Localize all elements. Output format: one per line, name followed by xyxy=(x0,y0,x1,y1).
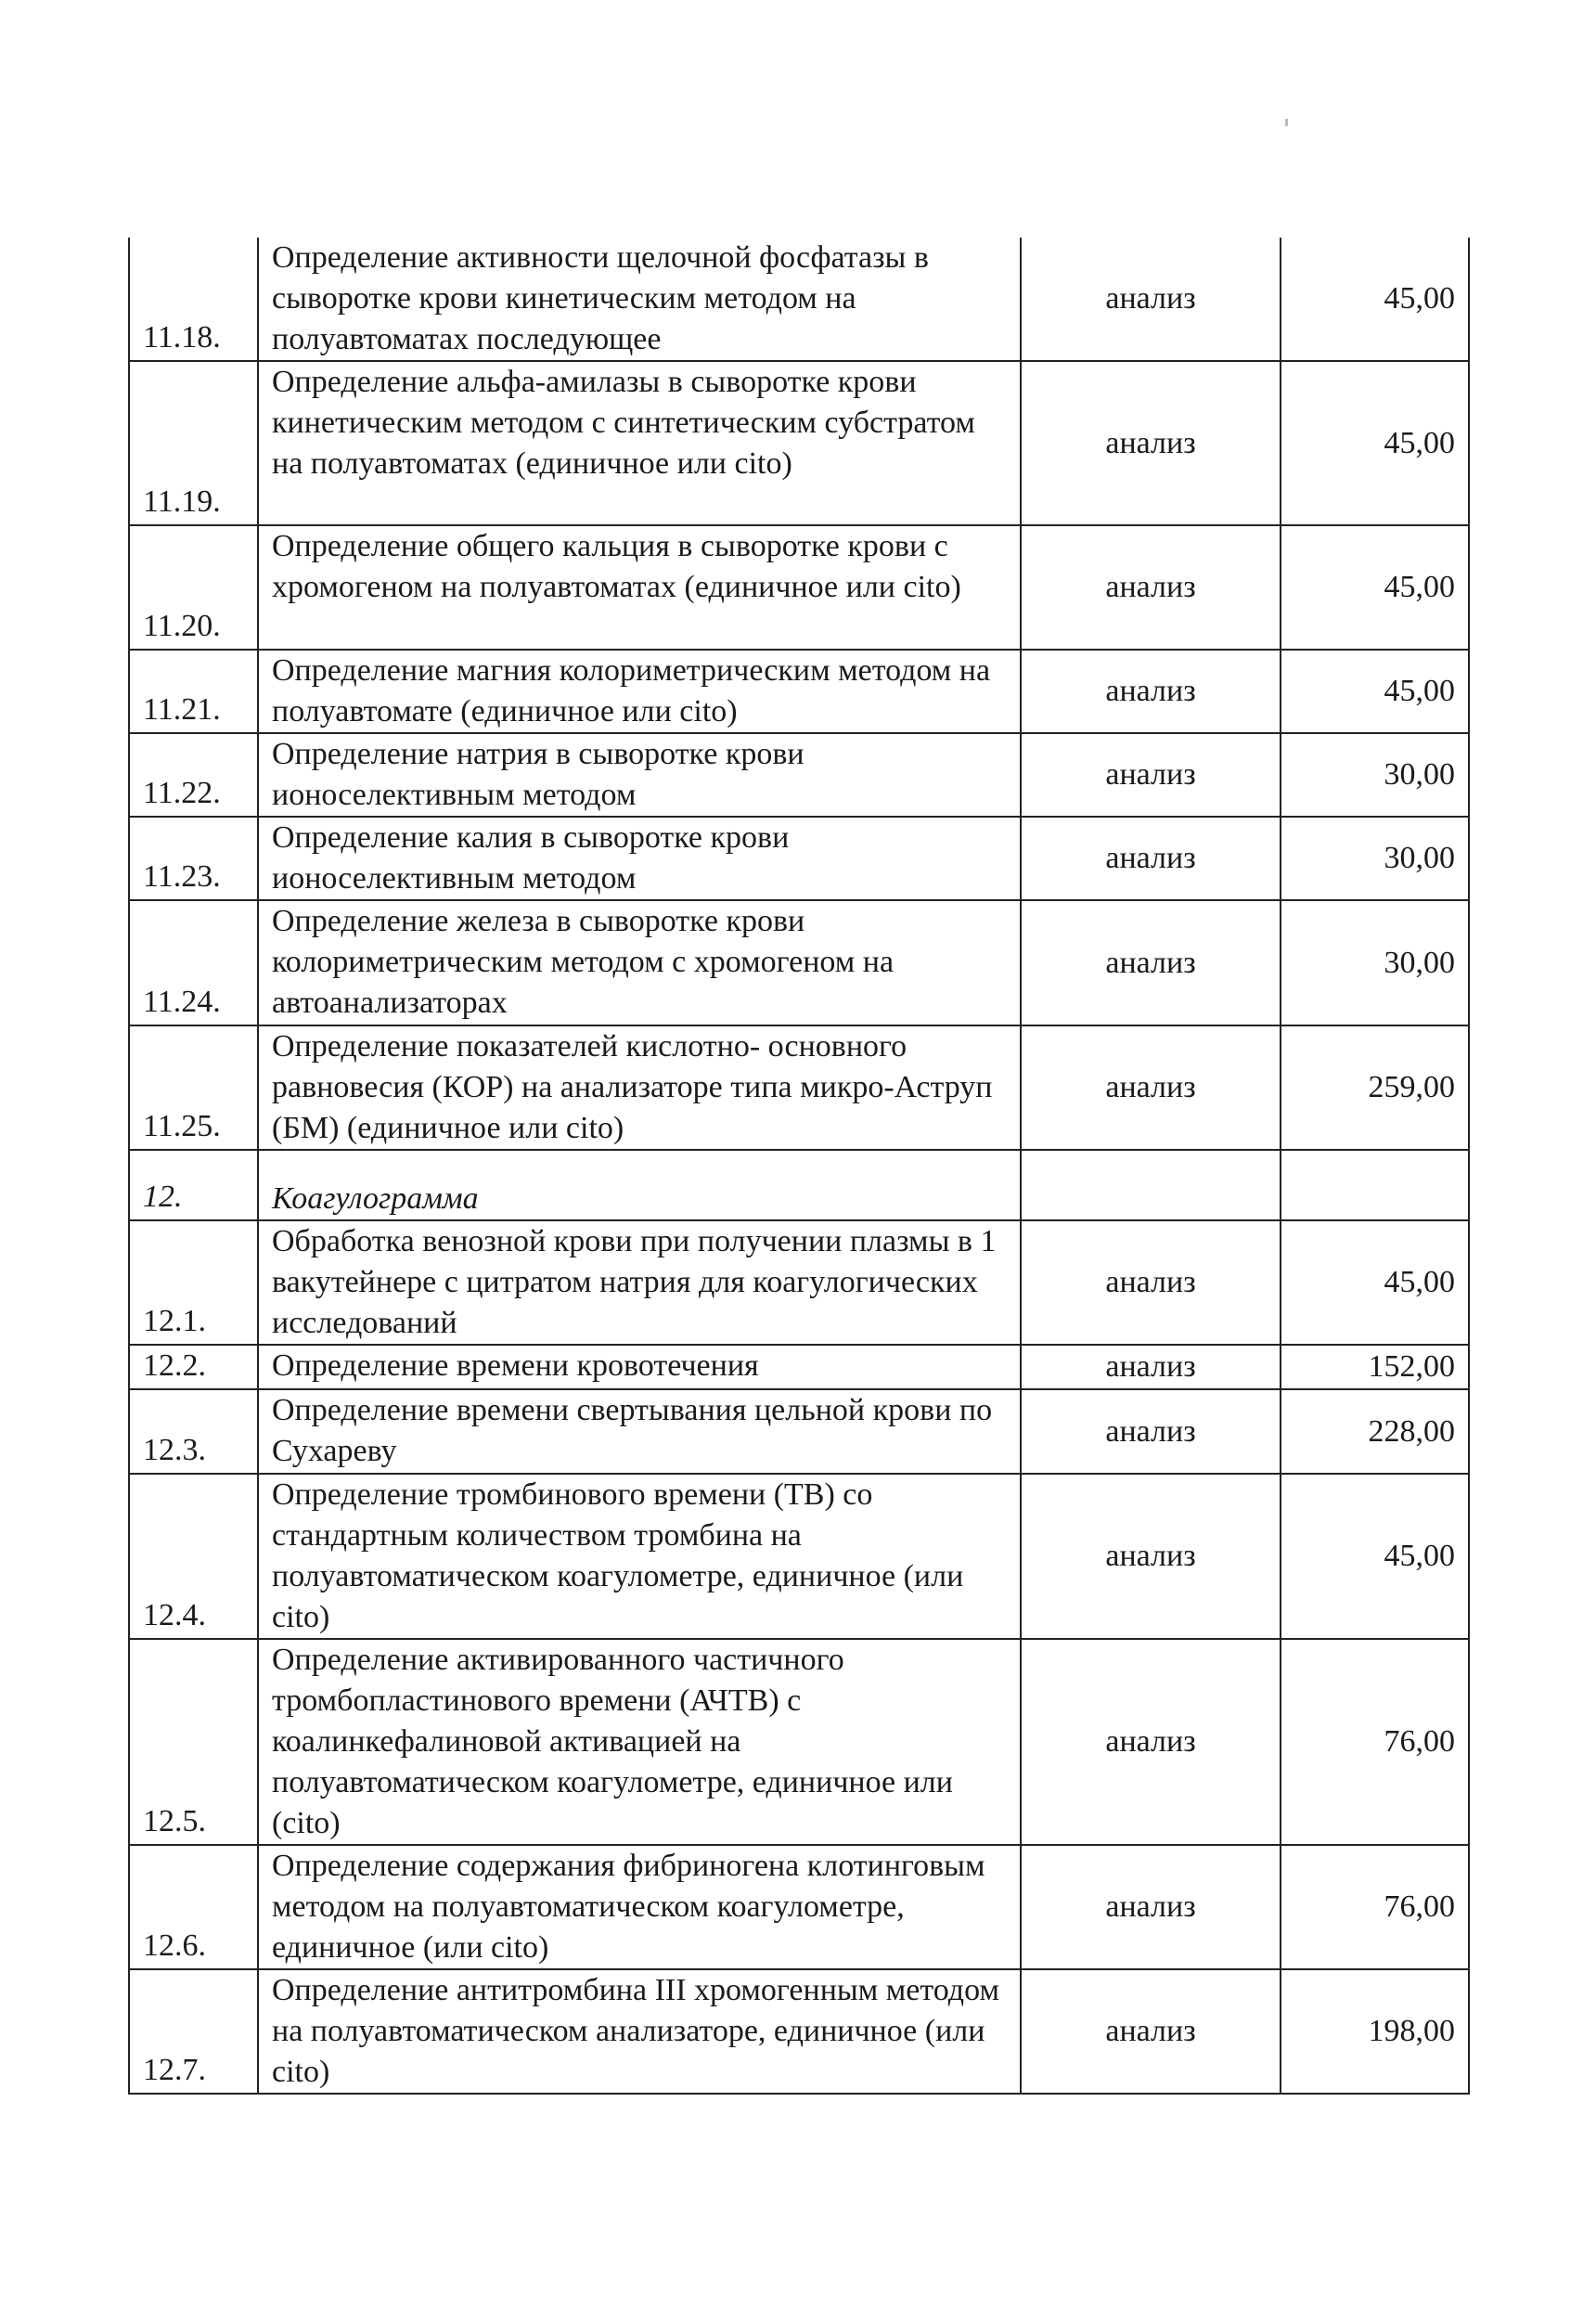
row-price: 30,00 xyxy=(1281,817,1469,900)
row-service-name: Определение показателей кислотно- основного равновесия (КОР) на анализаторе типа микро-Аструп (БМ) (единичное или cito) xyxy=(258,1025,1021,1150)
row-number: 12.5. xyxy=(129,1639,258,1845)
row-service-name: Определение калия в сыворотке крови ионоселективным методом xyxy=(258,817,1021,900)
row-service-name: Определение общего кальция в сыворотке крови с хромогеном на полуавтоматах (единичное или cito) xyxy=(258,525,1021,650)
row-price: 259,00 xyxy=(1281,1025,1469,1150)
row-unit: анализ xyxy=(1021,650,1281,733)
row-service-name: Определение времени свертывания цельной крови по Сухареву xyxy=(258,1389,1021,1474)
table-row xyxy=(129,817,1469,900)
row-price: 198,00 xyxy=(1281,1969,1469,2094)
table-row xyxy=(129,1639,1469,1845)
row-service-name: Определение антитромбина III хромогенным методом на полуавтоматическом анализаторе, единичное (или cito) xyxy=(258,1969,1021,2094)
row-number: 11.21. xyxy=(129,650,258,733)
row-unit: анализ xyxy=(1021,1345,1281,1389)
row-service-name: Определение времени кровотечения xyxy=(258,1345,1021,1389)
row-service-name: Определение магния колориметрическим методом на полуавтомате (единичное или cito) xyxy=(258,650,1021,733)
row-number: 11.18. xyxy=(129,238,258,361)
price-table-body xyxy=(129,238,1469,2094)
row-number: 11.23. xyxy=(129,817,258,900)
table-row xyxy=(129,1220,1469,1345)
row-number: 12.3. xyxy=(129,1389,258,1474)
row-unit: анализ xyxy=(1021,733,1281,817)
row-unit: анализ xyxy=(1021,900,1281,1025)
row-number: 12.1. xyxy=(129,1220,258,1345)
row-number: 11.25. xyxy=(129,1025,258,1150)
row-service-name: Обработка венозной крови при получении плазмы в 1 вакутейнере с цитратом натрия для коагулогических исследований xyxy=(258,1220,1021,1345)
table-row xyxy=(129,650,1469,733)
table-row xyxy=(129,1969,1469,2094)
table-row xyxy=(129,525,1469,650)
row-unit: анализ xyxy=(1021,1845,1281,1969)
row-unit xyxy=(1021,1150,1281,1220)
row-unit: анализ xyxy=(1021,238,1281,361)
row-price: 45,00 xyxy=(1281,1474,1469,1639)
row-unit: анализ xyxy=(1021,1025,1281,1150)
row-number: 11.20. xyxy=(129,525,258,650)
row-number: 12.4. xyxy=(129,1474,258,1639)
row-price: 152,00 xyxy=(1281,1345,1469,1389)
row-price: 45,00 xyxy=(1281,238,1469,361)
row-unit: анализ xyxy=(1021,1220,1281,1345)
price-table xyxy=(128,238,1470,2095)
row-price: 76,00 xyxy=(1281,1639,1469,1845)
row-price: 45,00 xyxy=(1281,1220,1469,1345)
row-unit: анализ xyxy=(1021,1389,1281,1474)
section-row xyxy=(129,1150,1469,1220)
row-price: 45,00 xyxy=(1281,361,1469,525)
row-service-name: Определение содержания фибриногена клотинговым методом на полуавтоматическом коагулометре, единичное (или cito) xyxy=(258,1845,1021,1969)
section-number: 12. xyxy=(129,1150,258,1220)
table-row xyxy=(129,1345,1469,1389)
row-price: 45,00 xyxy=(1281,650,1469,733)
row-unit: анализ xyxy=(1021,817,1281,900)
row-number: 12.2. xyxy=(129,1345,258,1389)
row-unit: анализ xyxy=(1021,1474,1281,1639)
scan-mark xyxy=(1285,119,1288,126)
row-unit: анализ xyxy=(1021,1969,1281,2094)
row-unit: анализ xyxy=(1021,1639,1281,1845)
row-number: 12.6. xyxy=(129,1845,258,1969)
row-service-name: Определение активированного частичного тромбопластинового времени (АЧТВ) с коалинкефалиновой активацией на полуавтоматическом коагулометре, единичное или (cito) xyxy=(258,1639,1021,1845)
table-row xyxy=(129,238,1469,361)
row-unit: анализ xyxy=(1021,361,1281,525)
table-row xyxy=(129,733,1469,817)
row-service-name: Определение активности щелочной фосфатазы в сыворотке крови кинетическим методом на полуавтоматах последующее xyxy=(258,238,1021,361)
row-number: 11.24. xyxy=(129,900,258,1025)
row-service-name: Определение альфа-амилазы в сыворотке крови кинетическим методом с синтетическим субстратом на полуавтоматах (единичное или cito) xyxy=(258,361,1021,525)
table-row xyxy=(129,1474,1469,1639)
row-service-name: Определение натрия в сыворотке крови ионоселективным методом xyxy=(258,733,1021,817)
row-number: 11.19. xyxy=(129,361,258,525)
row-service-name: Определение тромбинового времени (ТВ) со стандартным количеством тромбина на полуавтоматическом коагулометре, единичное (или cito) xyxy=(258,1474,1021,1639)
row-service-name: Определение железа в сыворотке крови колориметрическим методом с хромогеном на автоанализаторах xyxy=(258,900,1021,1025)
table-row xyxy=(129,1025,1469,1150)
table-row xyxy=(129,1845,1469,1969)
row-price: 228,00 xyxy=(1281,1389,1469,1474)
row-price: 30,00 xyxy=(1281,733,1469,817)
row-price: 45,00 xyxy=(1281,525,1469,650)
row-price: 76,00 xyxy=(1281,1845,1469,1969)
table-row xyxy=(129,361,1469,525)
row-price: 30,00 xyxy=(1281,900,1469,1025)
row-number: 12.7. xyxy=(129,1969,258,2094)
row-number: 11.22. xyxy=(129,733,258,817)
table-row xyxy=(129,900,1469,1025)
table-row xyxy=(129,1389,1469,1474)
row-price xyxy=(1281,1150,1469,1220)
section-title: Коагулограмма xyxy=(258,1150,1021,1220)
row-unit: анализ xyxy=(1021,525,1281,650)
